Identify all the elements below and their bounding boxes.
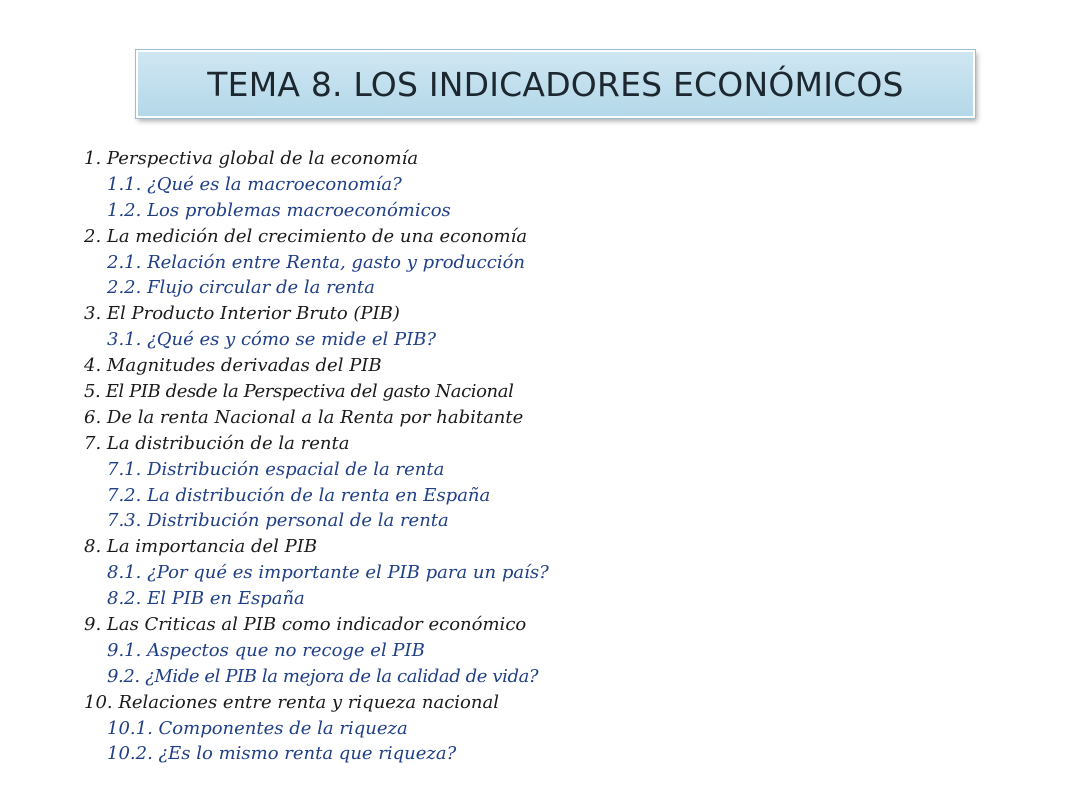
toc-section: 4. Magnitudes derivadas del PIB [84, 355, 382, 377]
toc-subsection: 2.2. Flujo circular de la renta [107, 277, 375, 299]
toc-subsection: 9.2. ¿Mide el PIB la mejora de la calidad de vida? [107, 665, 539, 687]
toc-subsection: 2.1. Relación entre Renta, gasto y producción [107, 251, 526, 273]
page-title: TEMA 8. LOS INDICADORES ECONÓMICOS [207, 64, 904, 104]
toc-subsection: 1.1. ¿Qué es la macroeconomía? [107, 173, 402, 195]
toc-subsection: 9.1. Aspectos que no recoge el PIB [107, 639, 425, 661]
toc-subsection: 7.1. Distribución espacial de la renta [107, 458, 445, 480]
toc-subsection: 10.1. Componentes de la riqueza [107, 717, 408, 739]
toc-section: 3. El Producto Interior Bruto (PIB) [84, 303, 400, 325]
toc-section: 1. Perspectiva global de la economía [84, 148, 419, 169]
toc-subsection: 7.2. La distribución de la renta en España [107, 484, 491, 506]
toc-section: 10. Relaciones entre renta y riqueza nacional [84, 691, 499, 713]
toc-section: 9. Las Criticas al PIB como indicador económico [84, 614, 527, 636]
toc-section: 5. El PIB desde la Perspectiva del gasto Nacional [84, 381, 514, 403]
toc-subsection: 8.2. El PIB en España [107, 588, 305, 610]
toc-subsection: 8.1. ¿Por qué es importante el PIB para un país? [107, 562, 549, 584]
toc-subsection: 10.2. ¿Es lo mismo renta que riqueza? [107, 743, 457, 765]
toc-section: 6. De la renta Nacional a la Renta por habitante [84, 406, 524, 428]
toc-section: 8. La importancia del PIB [84, 536, 318, 558]
toc-subsection: 1.2. Los problemas macroeconómicos [107, 199, 451, 221]
toc-subsection: 3.1. ¿Qué es y cómo se mide el PIB? [107, 329, 437, 351]
title-banner [136, 50, 975, 118]
toc-subsection: 7.3. Distribución personal de la renta [107, 510, 449, 532]
toc-section: 7. La distribución de la renta [84, 432, 350, 454]
table-of-contents [84, 146, 784, 767]
toc-section: 2. La medición del crecimiento de una economía [84, 225, 528, 247]
